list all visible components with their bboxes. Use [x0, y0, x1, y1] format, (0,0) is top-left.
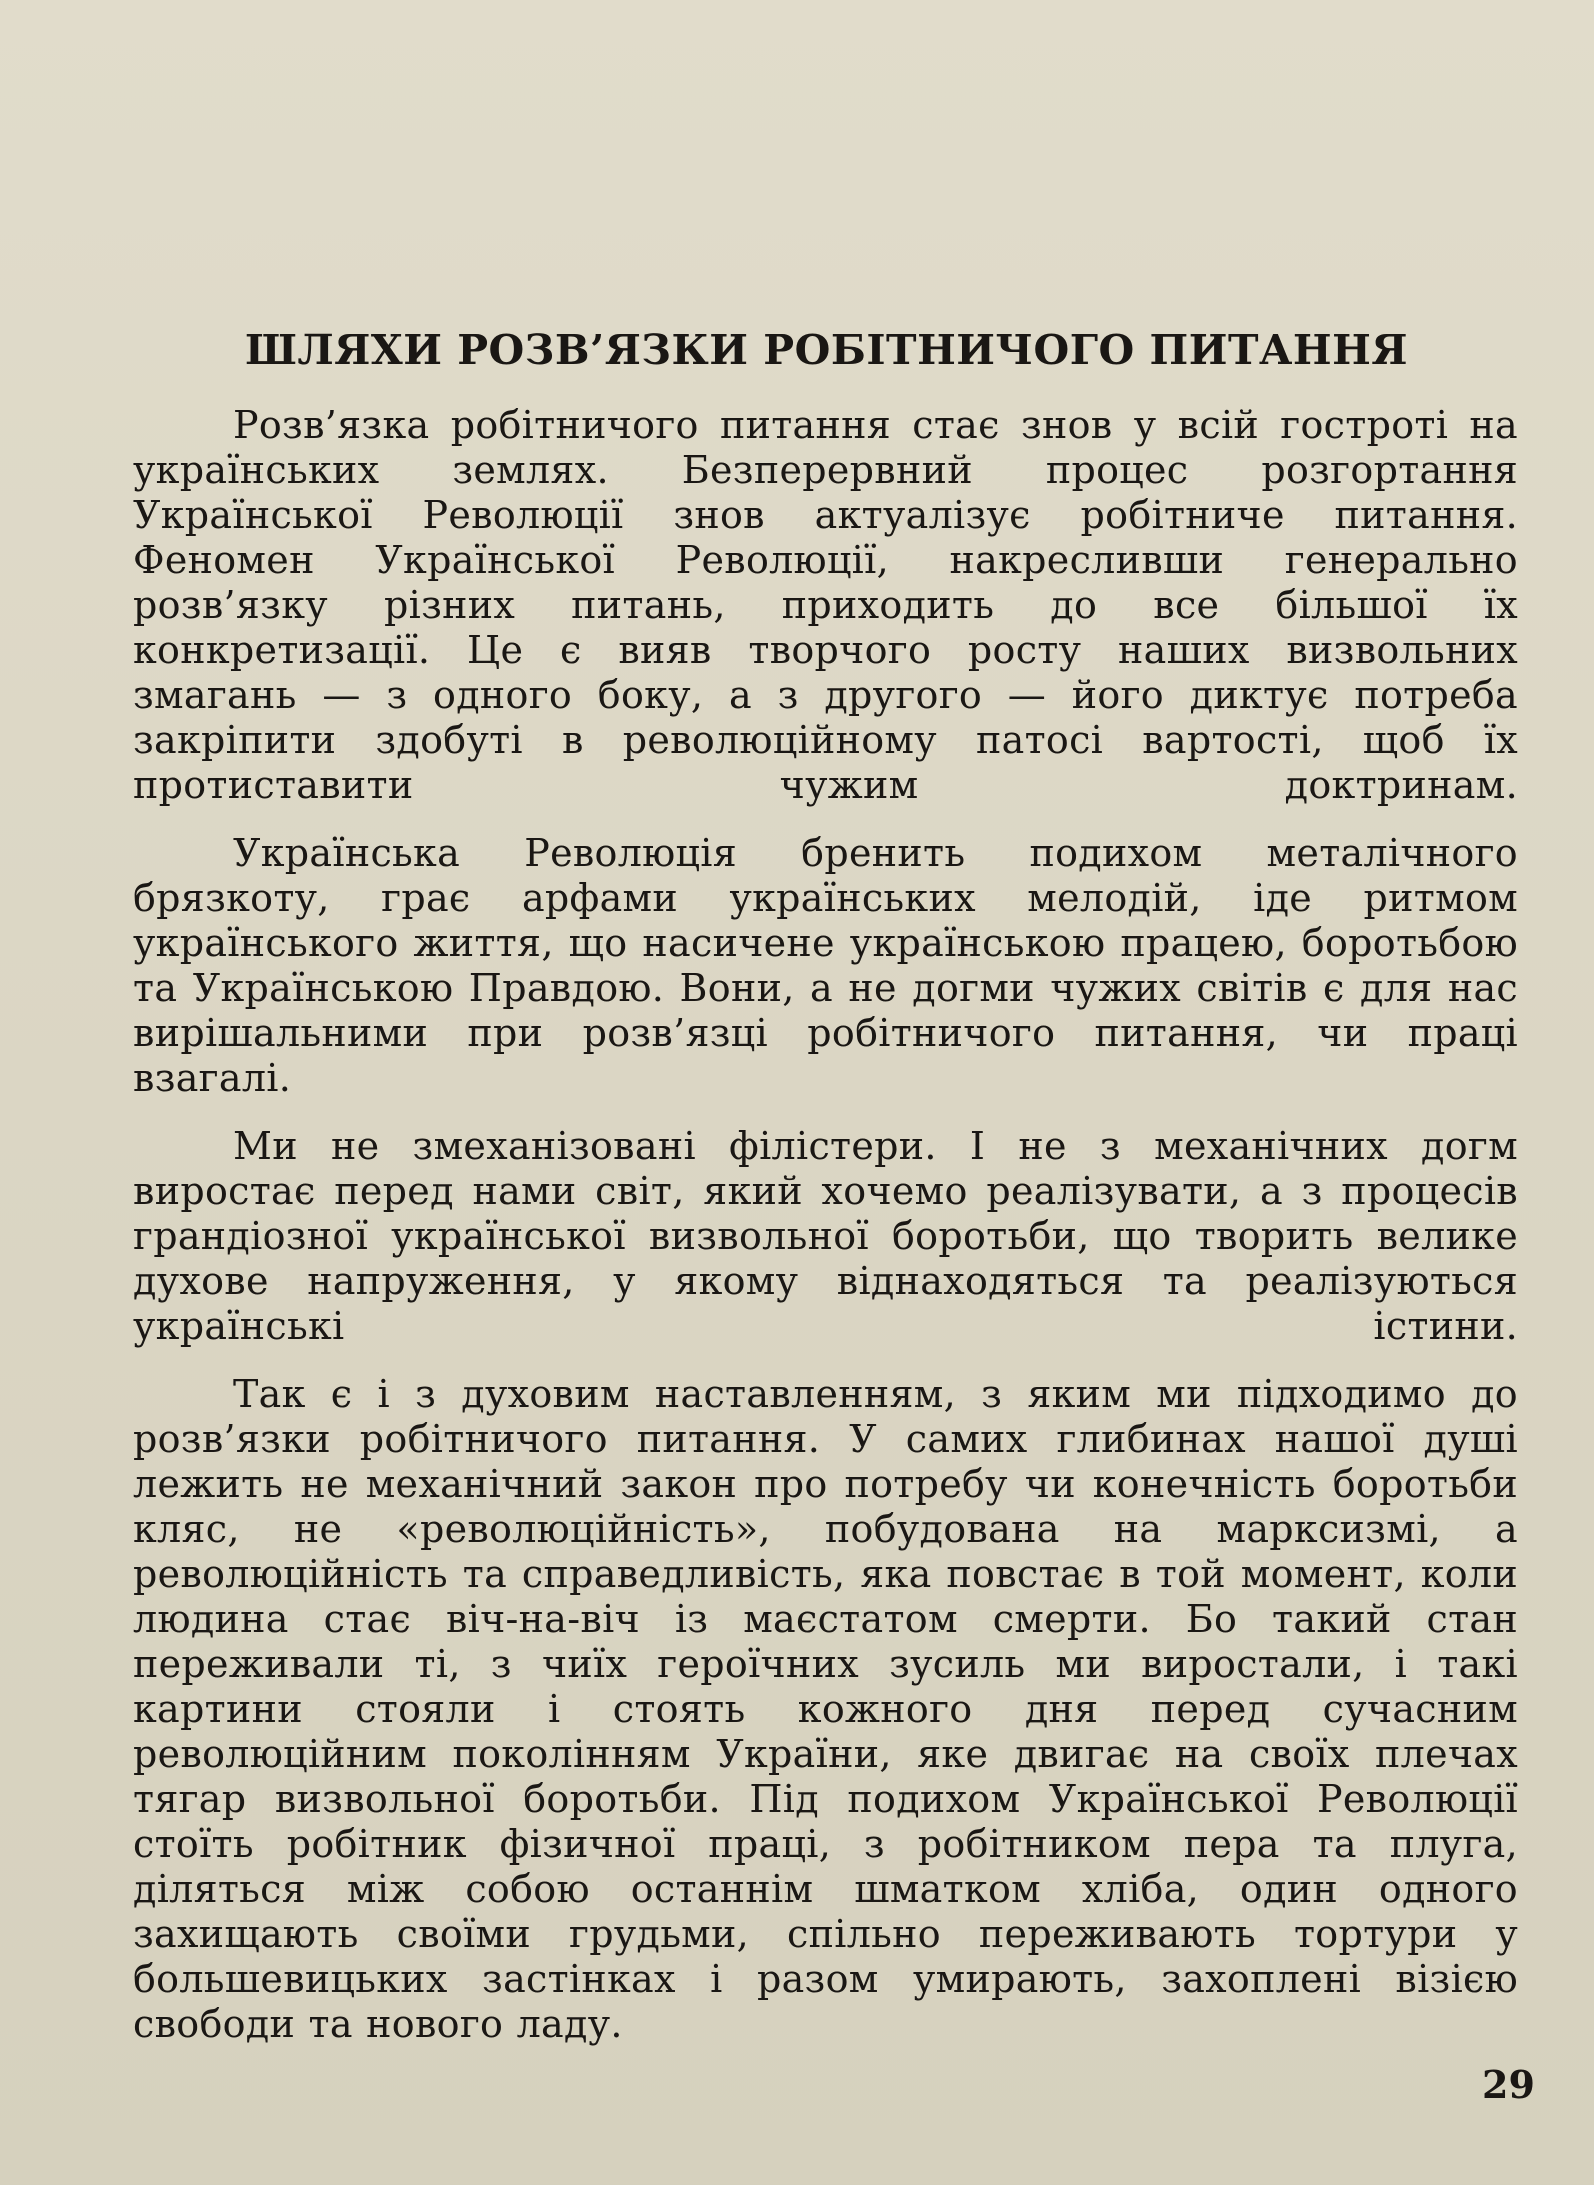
body-text — [133, 403, 1518, 2070]
page-number: 29 — [1482, 2062, 1535, 2107]
paragraph-3: Ми не змеханізовані філістери. І не з механічних догм виростає перед нами світ, який хочемо реалізувати, а з процесів грандіозної української визвольної боротьби, що творить велике духове напруження, у якому віднаходяться та реалізуються українські істини. — [133, 1124, 1518, 1348]
paragraph-1: Розв’язка робітничого питання стає знов у всій гостроті на українських землях. Безперервний процес розгортання Української Революції знов актуалізує робітниче питання. Феномен Української Революції, накресливши генерально розв’язку різних питань, приходить до все більшої їх конкретизації. Це є вияв творчого росту наших визвольних змагань — з одного боку, а з другого — його диктує потреба закріпити здобуті в революційному патосі вартості, щоб їх протиставити чужим доктринам. — [133, 403, 1518, 807]
paragraph-4: Так є і з духовим наставленням, з яким ми підходимо до розв’язки робітничого питання. У самих глибинах нашої душі лежить не механічний закон про потребу чи конечність боротьби кляс, не «революційність», побудована на марксизмі, а революційність та справедливість, яка повстає в той момент, коли людина стає віч-на-віч із маєстатом смерти. Бо такий стан переживали ті, з чиїх героїчних зусиль ми виростали, і такі картини стояли і стоять кожного дня перед сучасним революційним поколінням України, яке двигає на своїх плечах тягар визвольної боротьби. Під подихом Української Революції стоїть робітник фізичної праці, з робітником пера та плуга, діляться між собою останнім шматком хліба, один одного захищають своїми грудьми, спільно переживають тортури у большевицьких застінках і разом умирають, захоплені візією свободи та нового ладу. — [133, 1372, 1518, 2046]
chapter-heading: ШЛЯХИ РОЗВ’ЯЗКИ РОБІТНИЧОГО ПИТАННЯ — [245, 326, 1408, 374]
paragraph-2: Українська Революція бренить подихом металічного брязкоту, грає арфами українських мелодій, іде ритмом українського життя, що насичене українською працею, боротьбою та Українською Правдою. Вони, а не догми чужих світів є для нас вирішальними при розв’язці робітничого питання, чи праці взагалі. — [133, 831, 1518, 1100]
